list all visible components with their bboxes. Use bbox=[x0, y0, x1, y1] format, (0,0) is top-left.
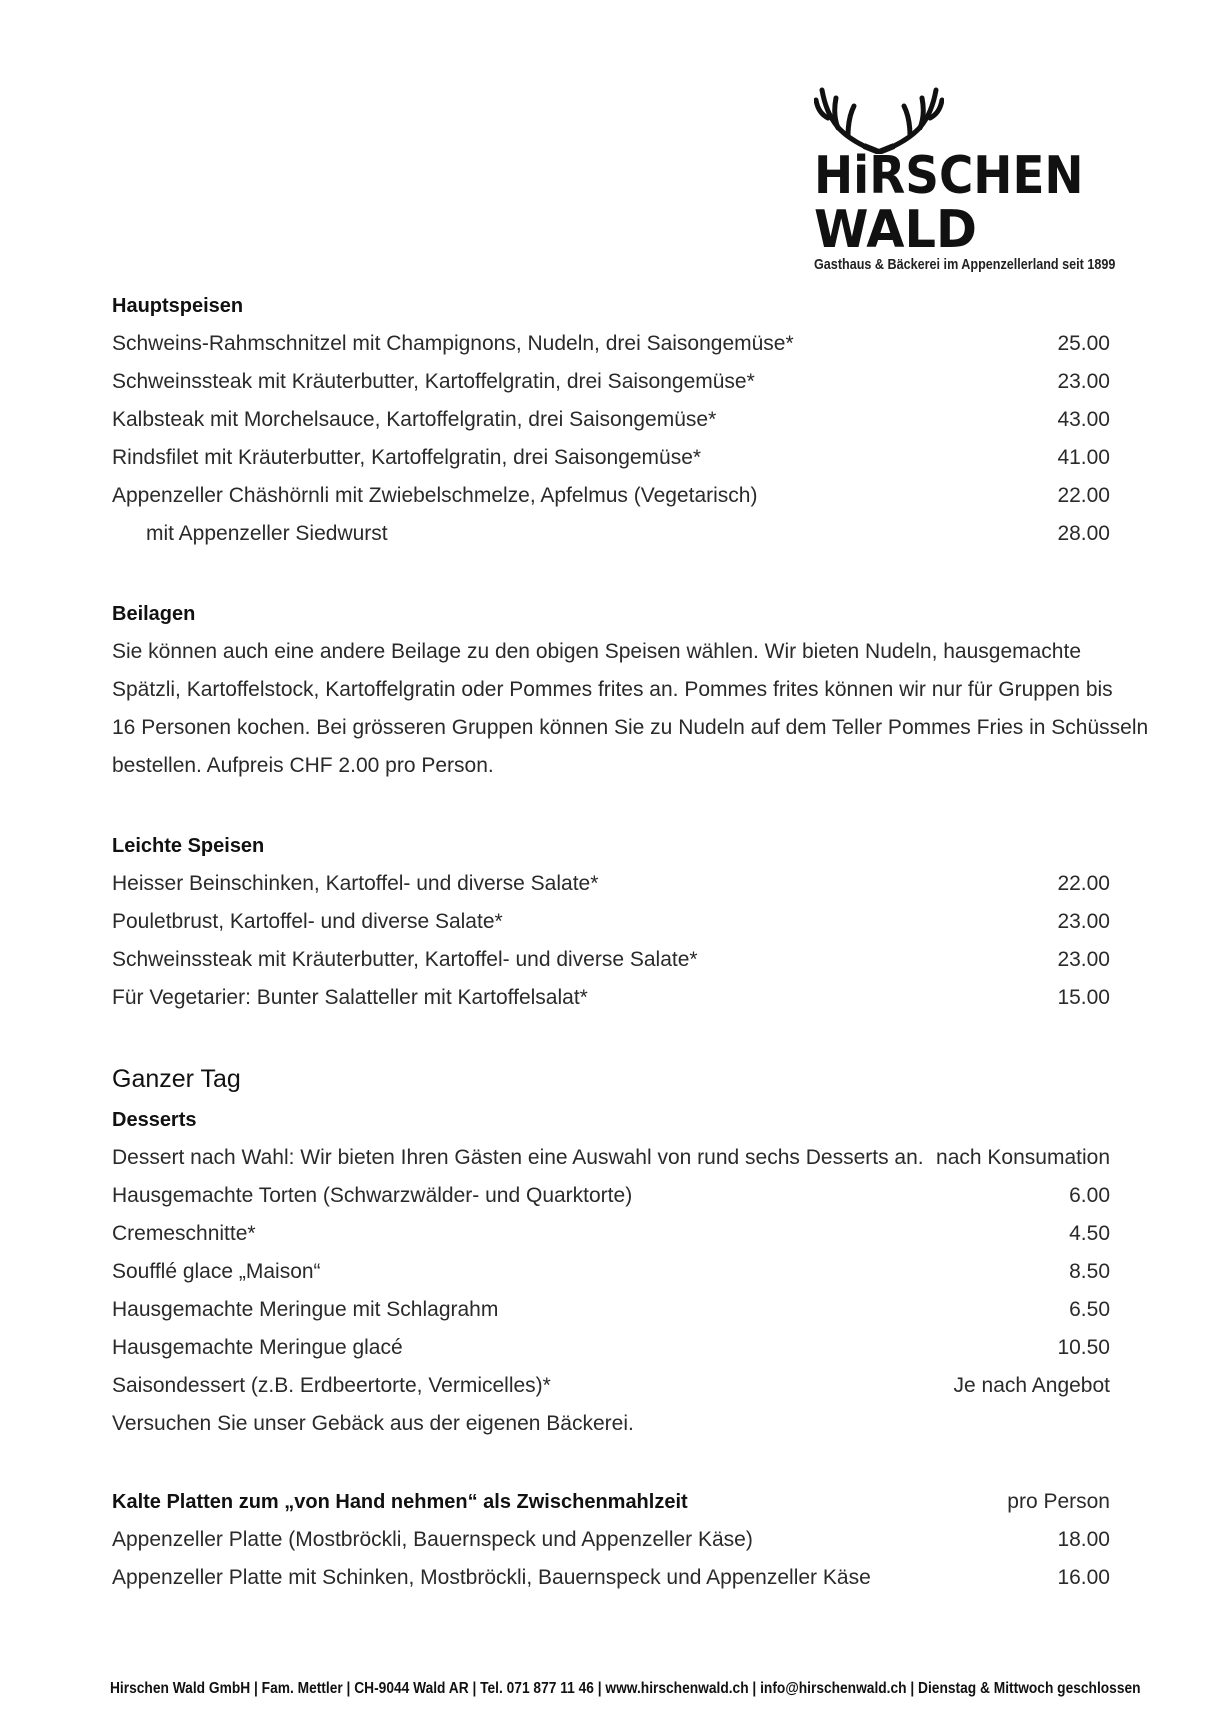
menu-item bbox=[112, 903, 1110, 941]
menu-item bbox=[112, 1559, 1110, 1597]
item-name: Appenzeller Chäshörnli mit Zwiebelschmelze, Apfelmus (Vegetarisch) bbox=[112, 484, 758, 507]
menu-item-variant bbox=[112, 515, 1110, 553]
item-price: 43.00 bbox=[1057, 408, 1110, 431]
menu-item bbox=[112, 1177, 1110, 1215]
logo-line2: WALD bbox=[814, 200, 977, 260]
logo bbox=[808, 84, 1148, 284]
item-name: Dessert nach Wahl: Wir bieten Ihren Gästen eine Auswahl von rund sechs Desserts an. bbox=[112, 1146, 924, 1169]
item-name: Schweins-Rahmschnitzel mit Champignons, Nudeln, drei Saisongemüse* bbox=[112, 332, 794, 355]
section-hauptspeisen bbox=[112, 287, 1110, 553]
menu-content bbox=[112, 287, 1149, 1597]
menu-item bbox=[112, 941, 1110, 979]
menu-item bbox=[112, 325, 1110, 363]
text-line: Sie können auch eine andere Beilage zu den obigen Speisen wählen. Wir bieten Nudeln, hausgemachte bbox=[112, 640, 1082, 663]
section-kalte-platten bbox=[112, 1483, 1110, 1597]
logo-tagline: Gasthaus & Bäckerei im Appenzellerland seit 1899 bbox=[814, 256, 1116, 273]
menu-item bbox=[112, 865, 1110, 903]
item-name: Heisser Beinschinken, Kartoffel- und diverse Salate* bbox=[112, 872, 599, 895]
item-name: Soufflé glace „Maison“ bbox=[112, 1260, 321, 1283]
item-price: 6.50 bbox=[1069, 1298, 1110, 1321]
item-price: 28.00 bbox=[1057, 522, 1110, 545]
item-price: 22.00 bbox=[1057, 872, 1110, 895]
section-beilagen bbox=[112, 595, 1149, 785]
text-line: Spätzli, Kartoffelstock, Kartoffelgratin oder Pommes frites an. Pommes frites können wir nur für Gruppen bis bbox=[112, 678, 1113, 701]
item-name: Appenzeller Platte (Mostbröckli, Bauernspeck und Appenzeller Käse) bbox=[112, 1528, 753, 1551]
item-price: 6.00 bbox=[1069, 1184, 1110, 1207]
menu-item bbox=[112, 1367, 1110, 1405]
item-name: Schweinssteak mit Kräuterbutter, Kartoffelgratin, drei Saisongemüse* bbox=[112, 370, 755, 393]
item-price: 23.00 bbox=[1057, 910, 1110, 933]
item-name: Hausgemachte Torten (Schwarzwälder- und Quarktorte) bbox=[112, 1184, 633, 1207]
item-name: Rindsfilet mit Kräuterbutter, Kartoffelgratin, drei Saisongemüse* bbox=[112, 446, 702, 469]
menu-item bbox=[112, 439, 1110, 477]
section-title: Desserts bbox=[112, 1109, 197, 1131]
item-price: 10.50 bbox=[1057, 1336, 1110, 1359]
menu-item bbox=[112, 1139, 1110, 1177]
menu-item bbox=[112, 1253, 1110, 1291]
menu-item bbox=[112, 363, 1110, 401]
section-leichte-speisen bbox=[112, 827, 1110, 1017]
section-title: Leichte Speisen bbox=[112, 835, 265, 857]
logo-line1: HiRSCHEN bbox=[814, 146, 1084, 206]
menu-item bbox=[112, 979, 1110, 1017]
item-price: 16.00 bbox=[1057, 1566, 1110, 1589]
section-title: Kalte Platten zum „von Hand nehmen“ als Zwischenmahlzeit bbox=[112, 1491, 688, 1513]
antlers-icon bbox=[814, 84, 944, 154]
item-name: Für Vegetarier: Bunter Salatteller mit Kartoffelsalat* bbox=[112, 986, 588, 1009]
beilagen-text bbox=[112, 633, 1152, 785]
text-line: 16 Personen kochen. Bei grösseren Gruppen können Sie zu Nudeln auf dem Teller Pommes Fries in Schüsseln bbox=[112, 716, 1149, 739]
item-price: 8.50 bbox=[1069, 1260, 1110, 1283]
heading-ganzer-tag: Ganzer Tag bbox=[112, 1065, 241, 1093]
item-price: Je nach Angebot bbox=[953, 1374, 1110, 1397]
menu-item bbox=[112, 1215, 1110, 1253]
section-title: Beilagen bbox=[112, 603, 196, 625]
price-unit: pro Person bbox=[1007, 1490, 1110, 1513]
item-price: 25.00 bbox=[1057, 332, 1110, 355]
item-price: 18.00 bbox=[1057, 1528, 1110, 1551]
item-price: 4.50 bbox=[1069, 1222, 1110, 1245]
item-name: Pouletbrust, Kartoffel- und diverse Salate* bbox=[112, 910, 503, 933]
item-name: Appenzeller Platte mit Schinken, Mostbröckli, Bauernspeck und Appenzeller Käse bbox=[112, 1566, 871, 1589]
item-price: 15.00 bbox=[1057, 986, 1110, 1009]
item-name: Saisondessert (z.B. Erdbeertorte, Vermicelles)* bbox=[112, 1374, 551, 1397]
menu-item bbox=[112, 1291, 1110, 1329]
item-price: 23.00 bbox=[1057, 370, 1110, 393]
menu-item bbox=[112, 477, 1110, 515]
menu-item bbox=[112, 1521, 1110, 1559]
menu-item bbox=[112, 1329, 1110, 1367]
menu-item bbox=[112, 401, 1110, 439]
item-name: Kalbsteak mit Morchelsauce, Kartoffelgratin, drei Saisongemüse* bbox=[112, 408, 717, 431]
section-header-row bbox=[112, 1483, 1110, 1521]
item-name: mit Appenzeller Siedwurst bbox=[146, 522, 388, 545]
item-name: Hausgemachte Meringue mit Schlagrahm bbox=[112, 1298, 499, 1321]
section-title: Hauptspeisen bbox=[112, 295, 244, 317]
item-price: 41.00 bbox=[1057, 446, 1110, 469]
item-price: 22.00 bbox=[1057, 484, 1110, 507]
item-price: nach Konsumation bbox=[936, 1146, 1110, 1169]
text-line: bestellen. Aufpreis CHF 2.00 pro Person. bbox=[112, 754, 494, 777]
section-desserts bbox=[112, 1101, 1110, 1443]
item-name: Schweinssteak mit Kräuterbutter, Kartoffel- und diverse Salate* bbox=[112, 948, 698, 971]
item-name: Cremeschnitte* bbox=[112, 1222, 256, 1245]
item-name: Hausgemachte Meringue glacé bbox=[112, 1336, 403, 1359]
item-price: 23.00 bbox=[1057, 948, 1110, 971]
footer-contact: Hirschen Wald GmbH | Fam. Mettler | CH-9044 Wald AR | Tel. 071 877 11 46 | www.hirschenwald.ch | info@hirschenwald.ch | Dienstag & Mittwoch geschlossen bbox=[110, 1680, 1141, 1697]
desserts-note: Versuchen Sie unser Gebäck aus der eigenen Bäckerei. bbox=[112, 1412, 634, 1435]
